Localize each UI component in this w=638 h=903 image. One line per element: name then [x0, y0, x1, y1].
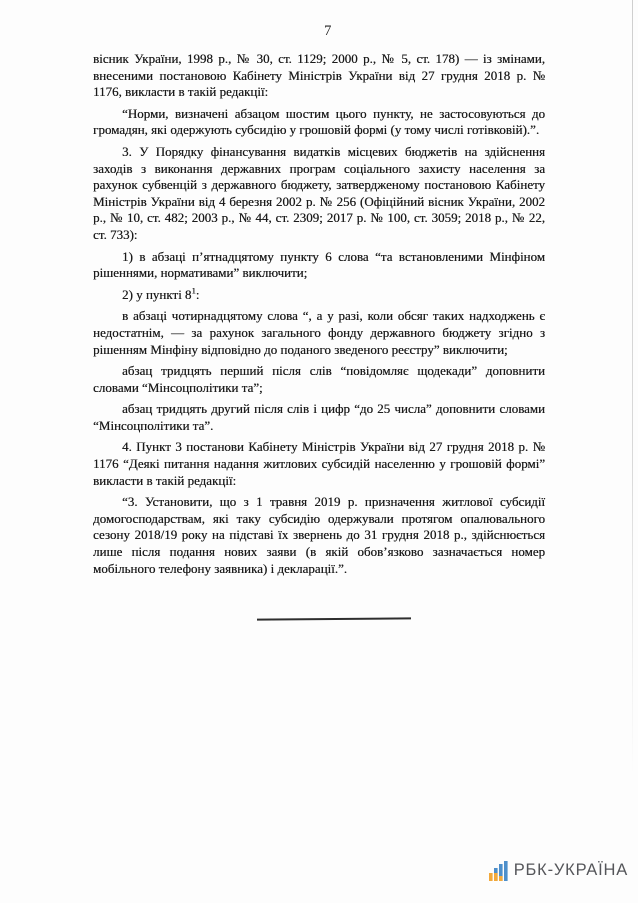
section-divider: [257, 617, 411, 620]
body-paragraph: 3. У Порядку фінансування видатків місцевих бюджетів на здійснення заходів з виконання державних програм соціального захисту населення за рахунок субвенцій з державного бюджету, затвердженому постановою Кабінету Міністрів України від 4 березня 2002 р. № 256 (Офіційний вісник України, 2002 р., № 10, ст. 482; 2003 р., № 44, ст. 2309; 2017 р. № 100, ст. 3059; 2018 р., № 22, ст. 733):: [93, 143, 545, 242]
body-paragraph: [93, 287, 545, 304]
body-paragraph: в абзаці чотирнадцятому слова “, а у разі, коли обсяг таких надходжень є недостатнім, — за рахунок загального фонду державного бюджету згідно з рішенням Мінфіну відповідно до поданого зведеного реєстру” виключити;: [93, 308, 545, 357]
brand-wordmark: РБК-УКРАЇНА: [513, 860, 628, 879]
body-paragraph: “3. Установити, що з 1 травня 2019 р. призначення житлової субсидії домогосподарствам, які таку субсидію одержували протягом опалювального сезону 2018/19 року на підставі їх звернень до 31 грудня 2018 р., здійснюється лише після подання нових заяви (в якій обов’язково зазначається номер мобільного телефону заявника) і декларації.”.: [93, 494, 545, 576]
body-paragraph: абзац тридцять перший після слів “повідомляє щодекади” доповнити словами “Мінсоцполітики та”;: [93, 363, 545, 395]
superscript: 1: [191, 285, 196, 296]
body-paragraph: “Норми, визначені абзацом шостим цього пункту, не застосовуються до громадян, які одержують субсидію у грошовій формі (у тому числі готівковій).”.: [93, 105, 545, 138]
body-paragraph: 4. Пункт 3 постанови Кабінету Міністрів України від 27 грудня 2018 р. № 1176 “Деякі питання надання житлових субсидій населенню у грошовій формі” викласти в такій редакції:: [93, 439, 545, 488]
scan-artifact-line: [632, 0, 633, 775]
paragraph-text: :: [195, 286, 200, 302]
body-paragraph: вісник України, 1998 р., № 30, ст. 1129; 2000 р., № 5, ст. 178) — із змінами, внесеними постановою Кабінету Міністрів України від 27 грудня 2018 р. № 1176, викласти в такій редакції:: [93, 51, 545, 100]
bar-chart-icon: [489, 861, 508, 881]
paragraph-text: 2) у пункті 8: [122, 286, 192, 302]
rbc-ukraine-watermark: [489, 859, 628, 881]
page-number: 7: [324, 23, 332, 39]
body-paragraph: 1) в абзаці п’ятнадцятому пункту 6 слова “та встановленими Мінфіном рішеннями, нормативами” виключити;: [93, 248, 545, 281]
body-paragraph: абзац тридцять другий після слів і цифр “до 25 числа” доповнити словами “Мінсоцполітики та”.: [93, 401, 545, 433]
document-body: [93, 51, 545, 582]
